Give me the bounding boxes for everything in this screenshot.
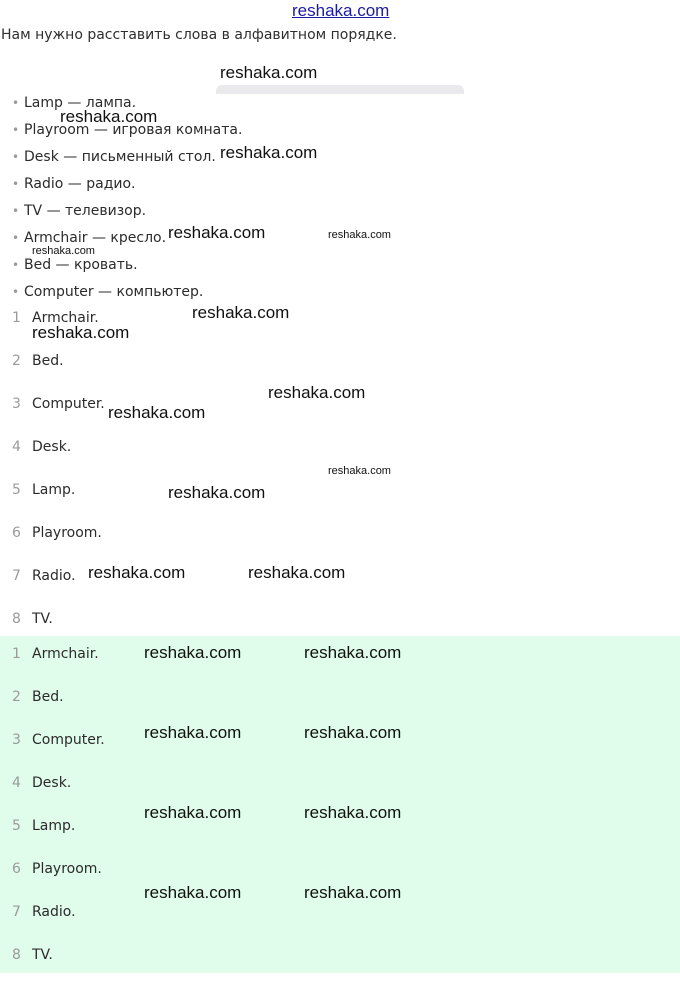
item-word: Bed. bbox=[32, 689, 64, 705]
item-word: Lamp. bbox=[32, 818, 76, 834]
item-word: Playroom. bbox=[32, 525, 102, 541]
item-word: TV. bbox=[32, 611, 53, 627]
bullet-icon: • bbox=[12, 231, 20, 245]
vocab-text: Radio — радио. bbox=[24, 176, 136, 192]
item-word: Armchair. bbox=[32, 646, 99, 662]
watermark: reshaka.com bbox=[168, 223, 266, 242]
watermark: reshaka.com bbox=[328, 229, 391, 241]
item-number: 1 bbox=[12, 310, 21, 326]
item-word: Radio. bbox=[32, 568, 76, 584]
watermark: reshaka.com bbox=[108, 403, 206, 422]
watermark: reshaka.com bbox=[88, 563, 186, 582]
watermark: reshaka.com bbox=[168, 483, 266, 502]
bullet-icon: • bbox=[12, 258, 20, 272]
item-word: Lamp. bbox=[32, 482, 76, 498]
watermark: reshaka.com bbox=[144, 803, 242, 822]
list-item bbox=[0, 904, 680, 947]
bullet-icon: • bbox=[12, 177, 20, 191]
item-number: 7 bbox=[12, 568, 21, 584]
item-number: 6 bbox=[12, 525, 21, 541]
task-instruction: Нам нужно расставить слова в алфавитном порядке. bbox=[1, 27, 397, 43]
watermark: reshaka.com bbox=[304, 803, 402, 822]
vocab-text: Armchair — кресло. bbox=[24, 230, 167, 246]
list-item bbox=[0, 947, 680, 990]
list-item bbox=[12, 148, 242, 175]
vocab-text: TV — телевизор. bbox=[24, 203, 147, 219]
site-link[interactable]: reshaka.com bbox=[292, 1, 390, 20]
item-number: 7 bbox=[12, 904, 21, 920]
bullet-icon: • bbox=[12, 96, 20, 110]
watermark: reshaka.com bbox=[268, 383, 366, 402]
decorative-tab bbox=[216, 85, 464, 94]
list-item bbox=[0, 525, 680, 568]
item-number: 3 bbox=[12, 396, 21, 412]
watermark: reshaka.com bbox=[220, 143, 318, 162]
vocab-text: Playroom — игровая комната. bbox=[24, 122, 243, 138]
watermark: reshaka.com bbox=[144, 723, 242, 742]
item-number: 8 bbox=[12, 947, 21, 963]
item-word: Armchair. bbox=[32, 310, 99, 326]
watermark: reshaka.com bbox=[220, 63, 318, 82]
bullet-icon: • bbox=[12, 123, 20, 137]
item-word: Radio. bbox=[32, 904, 76, 920]
list-item bbox=[12, 256, 242, 283]
list-item bbox=[12, 175, 242, 202]
item-number: 2 bbox=[12, 689, 21, 705]
watermark: reshaka.com bbox=[192, 303, 290, 322]
item-word: Desk. bbox=[32, 439, 72, 455]
item-number: 6 bbox=[12, 861, 21, 877]
watermark: reshaka.com bbox=[248, 563, 346, 582]
vocab-text: Bed — кровать. bbox=[24, 257, 138, 273]
watermark: reshaka.com bbox=[60, 107, 158, 126]
watermark: reshaka.com bbox=[304, 643, 402, 662]
item-word: Computer. bbox=[32, 732, 105, 748]
sorted-list bbox=[0, 310, 680, 654]
list-item bbox=[0, 482, 680, 525]
watermark: reshaka.com bbox=[328, 465, 391, 477]
bullet-icon: • bbox=[12, 204, 20, 218]
item-word: TV. bbox=[32, 947, 53, 963]
item-number: 4 bbox=[12, 775, 21, 791]
item-word: Bed. bbox=[32, 353, 64, 369]
watermark: reshaka.com bbox=[32, 245, 95, 257]
item-number: 4 bbox=[12, 439, 21, 455]
item-word: Computer. bbox=[32, 396, 105, 412]
item-word: Playroom. bbox=[32, 861, 102, 877]
item-number: 1 bbox=[12, 646, 21, 662]
watermark: reshaka.com bbox=[32, 323, 130, 342]
vocab-text: Desk — письменный стол. bbox=[24, 149, 216, 165]
item-number: 5 bbox=[12, 482, 21, 498]
watermark: reshaka.com bbox=[304, 723, 402, 742]
item-number: 8 bbox=[12, 611, 21, 627]
watermark: reshaka.com bbox=[144, 643, 242, 662]
bullet-icon: • bbox=[12, 150, 20, 164]
watermark: reshaka.com bbox=[304, 883, 402, 902]
watermark: reshaka.com bbox=[144, 883, 242, 902]
vocab-text: Lamp — лампа. bbox=[24, 95, 137, 111]
item-number: 3 bbox=[12, 732, 21, 748]
vocab-text: Computer — компьютер. bbox=[24, 284, 204, 300]
item-number: 2 bbox=[12, 353, 21, 369]
bullet-icon: • bbox=[12, 285, 20, 299]
list-item bbox=[0, 818, 680, 861]
item-number: 5 bbox=[12, 818, 21, 834]
item-word: Desk. bbox=[32, 775, 72, 791]
